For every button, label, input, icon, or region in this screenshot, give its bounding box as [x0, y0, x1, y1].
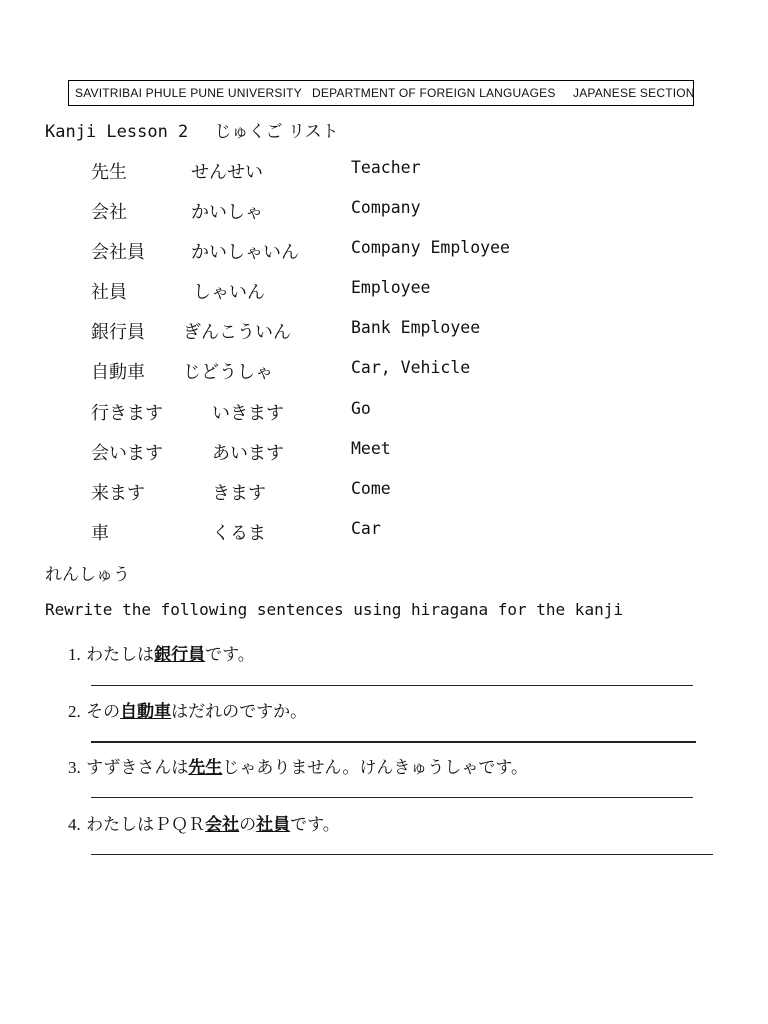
vocab-kanji: 先生: [91, 162, 127, 183]
vocab-english: Company Employee: [351, 238, 510, 258]
vocab-kana: ぎんこういん: [183, 322, 291, 344]
kanji-target: 先生: [188, 758, 223, 778]
university-header: [68, 80, 694, 106]
kanji-target: 会社: [205, 815, 240, 835]
exercise-item: [68, 640, 255, 665]
vocabulary-list: [0, 158, 768, 559]
exercise-number: 3.: [68, 758, 81, 777]
university-name: SAVITRIBAI PHULE PUNE UNIVERSITY: [75, 86, 302, 100]
vocab-kana: かいしゃ: [191, 202, 263, 224]
vocab-english: Car, Vehicle: [351, 358, 471, 378]
vocab-kana: かいしゃいん: [191, 242, 299, 264]
kanji-target: 社員: [256, 815, 291, 835]
exercise-item: [68, 753, 528, 778]
vocab-english: Meet: [351, 438, 391, 458]
exercise-item: [68, 810, 340, 835]
vocab-kanji: 来ます: [91, 482, 145, 504]
vocab-kana: くるま: [212, 522, 266, 544]
vocab-kana: せんせい: [191, 162, 263, 183]
page-title: [45, 117, 339, 142]
vocab-english: Employee: [351, 278, 431, 298]
exercise-number: 2.: [68, 702, 81, 721]
exercise-text: はだれのですか。: [171, 702, 308, 722]
vocab-english: Bank Employee: [351, 318, 481, 338]
practice-heading: れんしゅう: [45, 565, 130, 585]
vocab-row: [0, 238, 768, 278]
vocab-kanji: 会社: [91, 202, 127, 224]
vocab-kanji: 銀行員: [91, 322, 145, 344]
section-name: JAPANESE SECTION: [573, 86, 695, 100]
exercise-text: すずきさんは: [86, 758, 189, 778]
vocab-row: [0, 479, 768, 519]
vocab-kana: いきます: [212, 402, 284, 424]
vocab-kanji: 会社員: [91, 242, 145, 264]
vocab-kana: じどうしゃ: [183, 362, 273, 384]
lesson-title: Kanji Lesson 2: [45, 122, 189, 142]
exercise-text: わたしは: [86, 645, 155, 665]
answer-line[interactable]: [91, 797, 693, 798]
kanji-target: 銀行員: [154, 645, 206, 665]
vocab-english: Company: [351, 198, 421, 218]
vocab-kanji: 会います: [91, 442, 163, 464]
vocab-kana: あいます: [212, 442, 284, 464]
answer-line[interactable]: [91, 741, 696, 743]
vocab-row: [0, 278, 768, 318]
exercise-text: の: [239, 815, 257, 835]
vocab-row: [0, 358, 768, 398]
exercise-text: です。: [205, 645, 255, 665]
vocab-row: [0, 519, 768, 559]
exercise-item: [68, 697, 307, 722]
vocab-kanji: 自動車: [91, 362, 145, 384]
department-name: DEPARTMENT OF FOREIGN LANGUAGES: [312, 86, 556, 100]
exercise-number: 4.: [68, 815, 81, 834]
exercise-number: 1.: [68, 645, 81, 664]
vocab-english: Go: [351, 398, 371, 418]
vocab-kana: きます: [212, 482, 266, 504]
vocab-row: [0, 318, 768, 358]
answer-line[interactable]: [91, 854, 713, 855]
practice-instruction: Rewrite the following sentences using hiragana for the kanji: [45, 600, 623, 619]
vocab-row: [0, 439, 768, 479]
vocab-row: [0, 399, 768, 439]
vocab-english: Car: [351, 518, 381, 538]
exercise-text: じゃありません。けんきゅうしゃです。: [222, 758, 528, 778]
exercise-text: わたしはＰＱＲ: [86, 815, 206, 835]
vocab-kanji: 車: [91, 522, 109, 544]
vocab-kana: しゃいん: [193, 282, 265, 304]
vocab-row: [0, 158, 768, 198]
answer-line[interactable]: [91, 685, 693, 686]
vocab-row: [0, 198, 768, 238]
exercise-text: です。: [290, 815, 340, 835]
vocab-kanji: 行きます: [91, 402, 163, 424]
vocab-english: Teacher: [351, 158, 421, 177]
vocab-kanji: 社員: [91, 282, 127, 304]
exercise-text: その: [86, 702, 121, 722]
vocab-english: Come: [351, 478, 391, 498]
list-title: じゅくご リスト: [214, 122, 339, 142]
kanji-target: 自動車: [120, 702, 172, 722]
